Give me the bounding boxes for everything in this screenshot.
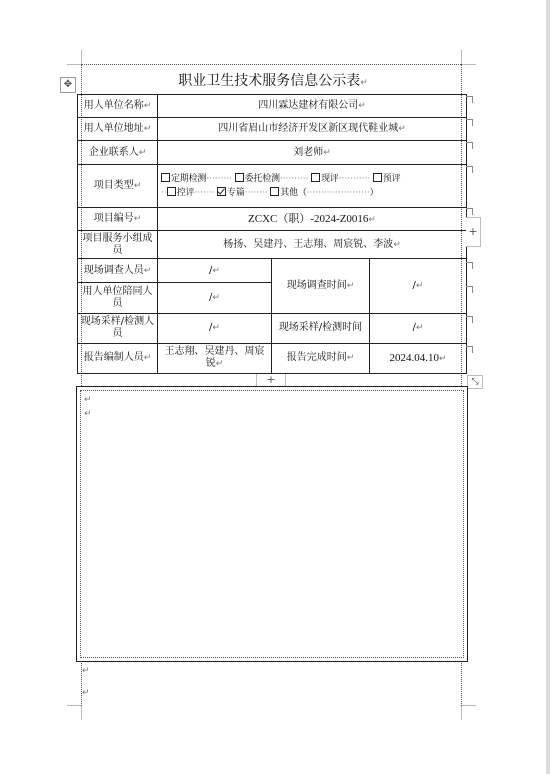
label-site-investigation-time[interactable]: 现场调查时间↵ <box>272 259 370 313</box>
checkbox-other[interactable] <box>270 187 279 196</box>
row-end-mark <box>466 142 473 149</box>
table-row <box>78 230 467 258</box>
margin-corner-top-left <box>67 50 82 65</box>
checkbox-special-chapter[interactable] <box>217 187 226 196</box>
vertical-scrollbar[interactable] <box>546 0 550 774</box>
label-employer-address[interactable]: 用人单位地址↵ <box>78 118 158 141</box>
row-end-mark <box>466 262 473 269</box>
table-row <box>78 259 467 283</box>
paragraph-mark: ↵ <box>82 666 90 676</box>
checkbox-control-eval[interactable] <box>167 187 176 196</box>
table-row <box>78 118 467 141</box>
value-employer-address[interactable]: 四川省眉山市经济开发区新区现代鞋业城↵ <box>158 118 467 141</box>
table-row <box>78 207 467 230</box>
row-end-mark <box>466 208 473 215</box>
checkbox-periodic-test[interactable] <box>161 173 170 182</box>
add-row-button[interactable]: + <box>256 374 286 387</box>
paragraph-mark: ↵ <box>82 688 90 698</box>
info-table <box>77 94 467 374</box>
add-column-button[interactable]: + <box>466 217 481 247</box>
row-end-mark <box>466 96 473 103</box>
label-sampling-staff[interactable]: 现场采样/检测人员 <box>78 313 158 343</box>
margin-corner-top-right <box>461 50 476 65</box>
table-row <box>78 141 467 165</box>
value-sampling-staff[interactable]: /↵ <box>158 313 272 343</box>
value-report-completion-time[interactable]: 2024.04.10↵ <box>370 343 467 373</box>
label-project-number[interactable]: 项目编号↵ <box>78 207 158 230</box>
table-row <box>78 165 467 207</box>
table-row <box>78 343 467 373</box>
label-contact[interactable]: 企业联系人↵ <box>78 141 158 165</box>
label-accompanying-staff[interactable]: 用人单位陪同人员 <box>78 283 158 313</box>
table-resize-handle[interactable]: ⤡ <box>467 375 483 389</box>
row-end-mark <box>466 316 473 323</box>
page-title <box>80 70 466 90</box>
row-end-mark <box>466 166 473 173</box>
text-boundary-top <box>81 64 461 65</box>
value-service-team[interactable]: 杨扬、吴建丹、王志翔、周宸锐、李波↵ <box>158 230 467 258</box>
title-text: 职业卫生技术服务信息公示表 <box>178 73 361 89</box>
value-accompanying-staff[interactable]: /↵ <box>158 283 272 313</box>
label-employer-name[interactable]: 用人单位名称↵ <box>78 95 158 118</box>
value-site-investigation-time[interactable]: /↵ <box>370 259 467 313</box>
label-service-team[interactable]: 项目服务小组成员 <box>78 230 158 258</box>
margin-corner-bottom-left <box>67 705 82 720</box>
row-end-mark <box>466 286 473 293</box>
paragraph-mark: ↵ <box>84 409 92 419</box>
label-report-authors[interactable]: 报告编制人员↵ <box>78 343 158 373</box>
row-end-mark <box>466 119 473 126</box>
value-report-authors[interactable]: 王志翔、吴建丹、周宸锐↵ <box>158 343 272 373</box>
label-report-completion-time[interactable]: 报告完成时间↵ <box>272 343 370 373</box>
content-frame[interactable] <box>76 386 468 662</box>
value-site-investigators[interactable]: /↵ <box>158 259 272 283</box>
checkbox-commissioned-test[interactable] <box>235 173 244 182</box>
row-end-mark <box>466 346 473 353</box>
paragraph-mark: ↵ <box>360 78 368 88</box>
content-inner-frame <box>80 390 464 658</box>
value-sampling-time[interactable]: /↵ <box>370 313 467 343</box>
value-contact[interactable]: 刘老师↵ <box>158 141 467 165</box>
project-type-line-2: ·· 控评······· 专篇········ 其他（······················） <box>161 188 379 199</box>
value-project-type[interactable] <box>158 165 467 207</box>
paragraph-mark: ↵ <box>84 395 92 405</box>
margin-corner-bottom-right <box>461 705 476 720</box>
table-row <box>78 313 467 343</box>
label-project-type[interactable]: 项目类型↵ <box>78 165 158 207</box>
checkbox-current-eval[interactable] <box>311 173 320 182</box>
table-move-handle[interactable]: ✥ <box>60 77 76 93</box>
value-project-number[interactable]: ZCXC（职）-2024-Z0016↵ <box>158 207 467 230</box>
table-row <box>78 95 467 118</box>
label-site-investigators[interactable]: 现场调查人员↵ <box>78 259 158 283</box>
checkbox-pre-eval[interactable] <box>373 173 382 182</box>
value-employer-name[interactable]: 四川霖达建材有限公司↵ <box>158 95 467 118</box>
project-type-line-1: 定期检测········· 委托检测·········· 现评··········· 预评 <box>161 172 463 186</box>
label-sampling-time[interactable]: 现场采样/检测时间 <box>272 313 370 343</box>
